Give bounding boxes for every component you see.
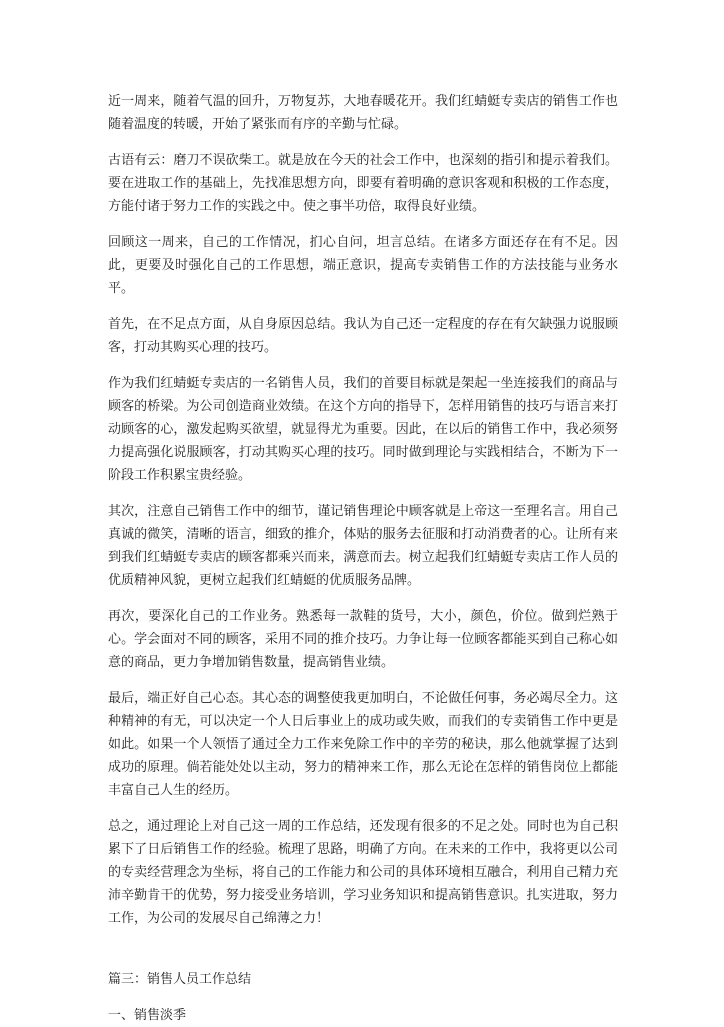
paragraph-3: 回顾这一周来，自己的工作情况，扪心自问，坦言总结。在诸多方面还存在有不足。因此，更要及时强化自己的工作思想，端正意识，提高专卖销售工作的方法技能与业务水平。 xyxy=(108,235,618,296)
paragraph-9: 总之，通过理论上对自己这一周的工作总结，还发现有很多的不足之处。同时也为自己积累下了日后销售工作的经验。梳理了思路，明确了方向。在未来的工作中，我将更以公司的专卖经营理念为坐标，将自己的工作能力和公司的具体环境相互融合，利用自己精力充沛辛勤肯干的优势，努力接受业务培训，学习业务知识和提高销售意识。扎实进取，努力工作，为公司的发展尽自己绵薄之力！ xyxy=(108,819,618,926)
paragraph-2: 古语有云：磨刀不误砍柴工。就是放在今天的社会工作中，也深刻的指引和提示着我们。要在进取工作的基础上，先找准思想方向，即要有着明确的意识客观和积极的工作态度，方能付诸于努力工作的实践之中。使之事半功倍，取得良好业绩。 xyxy=(108,153,618,214)
paragraph-1: 近一周来，随着气温的回升，万物复苏，大地春暖花开。我们红蜻蜓专卖店的销售工作也随着温度的转暖，开始了紧张而有序的辛勤与忙碌。 xyxy=(108,94,618,132)
document-body xyxy=(108,90,618,1027)
section-title: 篇三：销售人员工作总结 xyxy=(108,972,252,987)
paragraph-7: 再次，要深化自己的工作业务。熟悉每一款鞋的货号，大小，颜色，价位。做到烂熟于心。学会面对不同的顾客，采用不同的推介技巧。力争让每一位顾客都能买到自己称心如意的商品，更力争增加销售数量，提高销售业绩。 xyxy=(108,609,618,670)
paragraph-5: 作为我们红蜻蜓专卖店的一名销售人员，我们的首要目标就是架起一坐连接我们的商品与顾客的桥梁。为公司创造商业效绩。在这个方向的指导下，怎样用销售的技巧与语言来打动顾客的心，激发起购买欲望，就显得尤为重要。因此，在以后的销售工作中，我必须努力提高强化说服顾客，打动其购买心理的技巧。同时做到理论与实践相结合，不断为下一阶段工作积累宝贵经验。 xyxy=(108,376,618,483)
paragraph-4: 首先，在不足点方面，从自身原因总结。我认为自己还一定程度的存在有欠缺强力说服顾客，打动其购买心理的技巧。 xyxy=(108,317,618,355)
paragraph-6: 其次，注意自己销售工作中的细节，谨记销售理论中顾客就是上帝这一至理名言。用自己真诚的微笑，清晰的语言，细致的推介，体贴的服务去征服和打动消费者的心。让所有来到我们红蜻蜓专卖店的顾客都乘兴而来，满意而去。树立起我们红蜻蜓专卖店工作人员的优质精神风貌，更树立起我们红蜻蜓的优质服务品牌。 xyxy=(108,504,618,588)
paragraph-8: 最后，端正好自己心态。其心态的调整使我更加明白，不论做任何事，务必竭尽全力。这种精神的有无，可以决定一个人日后事业上的成功或失败，而我们的专卖销售工作中更是如此。如果一个人领悟了通过全力工作来免除工作中的辛劳的秘诀，那么他就掌握了达到成功的原理。倘若能处处以主动，努力的精神来工作，那么无论在怎样的销售岗位上都能丰富自己人生的经历。 xyxy=(108,691,618,798)
subheading: 一、销售淡季 xyxy=(108,1008,187,1023)
